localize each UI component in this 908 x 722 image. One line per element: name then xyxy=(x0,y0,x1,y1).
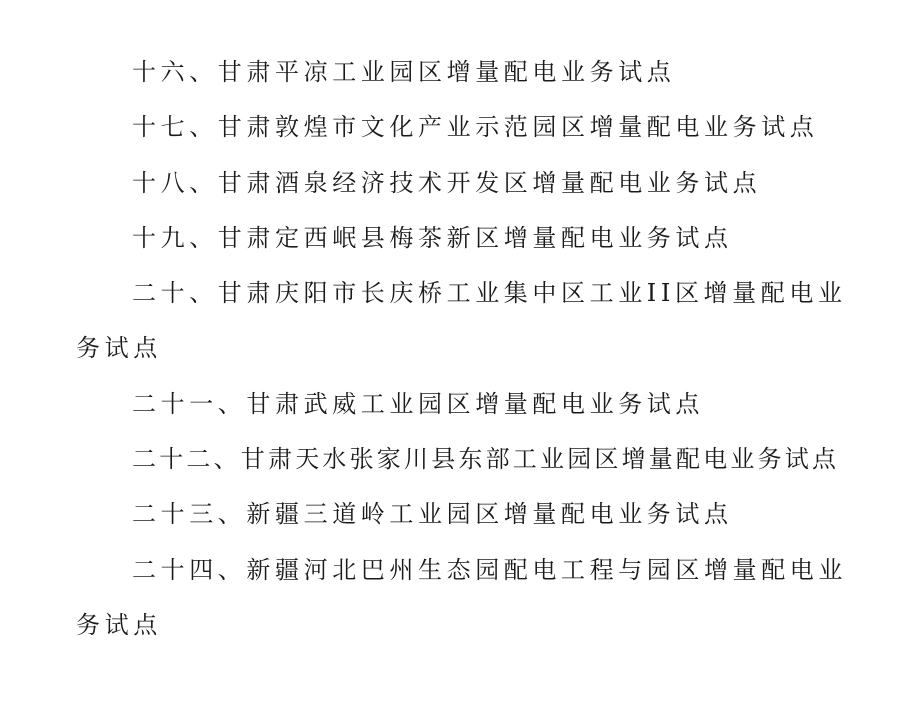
pilot-item-21: 二十一、甘肃武威工业园区增量配电业务试点 xyxy=(132,389,704,418)
pilot-item-19: 十九、甘肃定西岷县梅茶新区增量配电业务试点 xyxy=(132,223,733,252)
pilot-item-24: 二十四、新疆河北巴州生态园配电工程与园区增量配电业务试点 xyxy=(76,555,847,639)
pilot-item-16: 十六、甘肃平凉工业园区增量配电业务试点 xyxy=(132,58,676,86)
pilot-item-22: 二十二、甘肃天水张家川县东部工业园区增量配电业务试点 xyxy=(132,445,840,474)
pilot-item-23: 二十三、新疆三道岭工业园区增量配电业务试点 xyxy=(132,500,733,529)
document-body xyxy=(76,45,856,653)
pilot-item-18: 十八、甘肃酒泉经济技术开发区增量配电业务试点 xyxy=(132,168,762,197)
pilot-item-20: 二十、甘肃庆阳市长庆桥工业集中区工业II区增量配电业务试点 xyxy=(76,279,847,363)
pilot-item-17: 十七、甘肃敦煌市文化产业示范园区增量配电业务试点 xyxy=(132,113,819,142)
